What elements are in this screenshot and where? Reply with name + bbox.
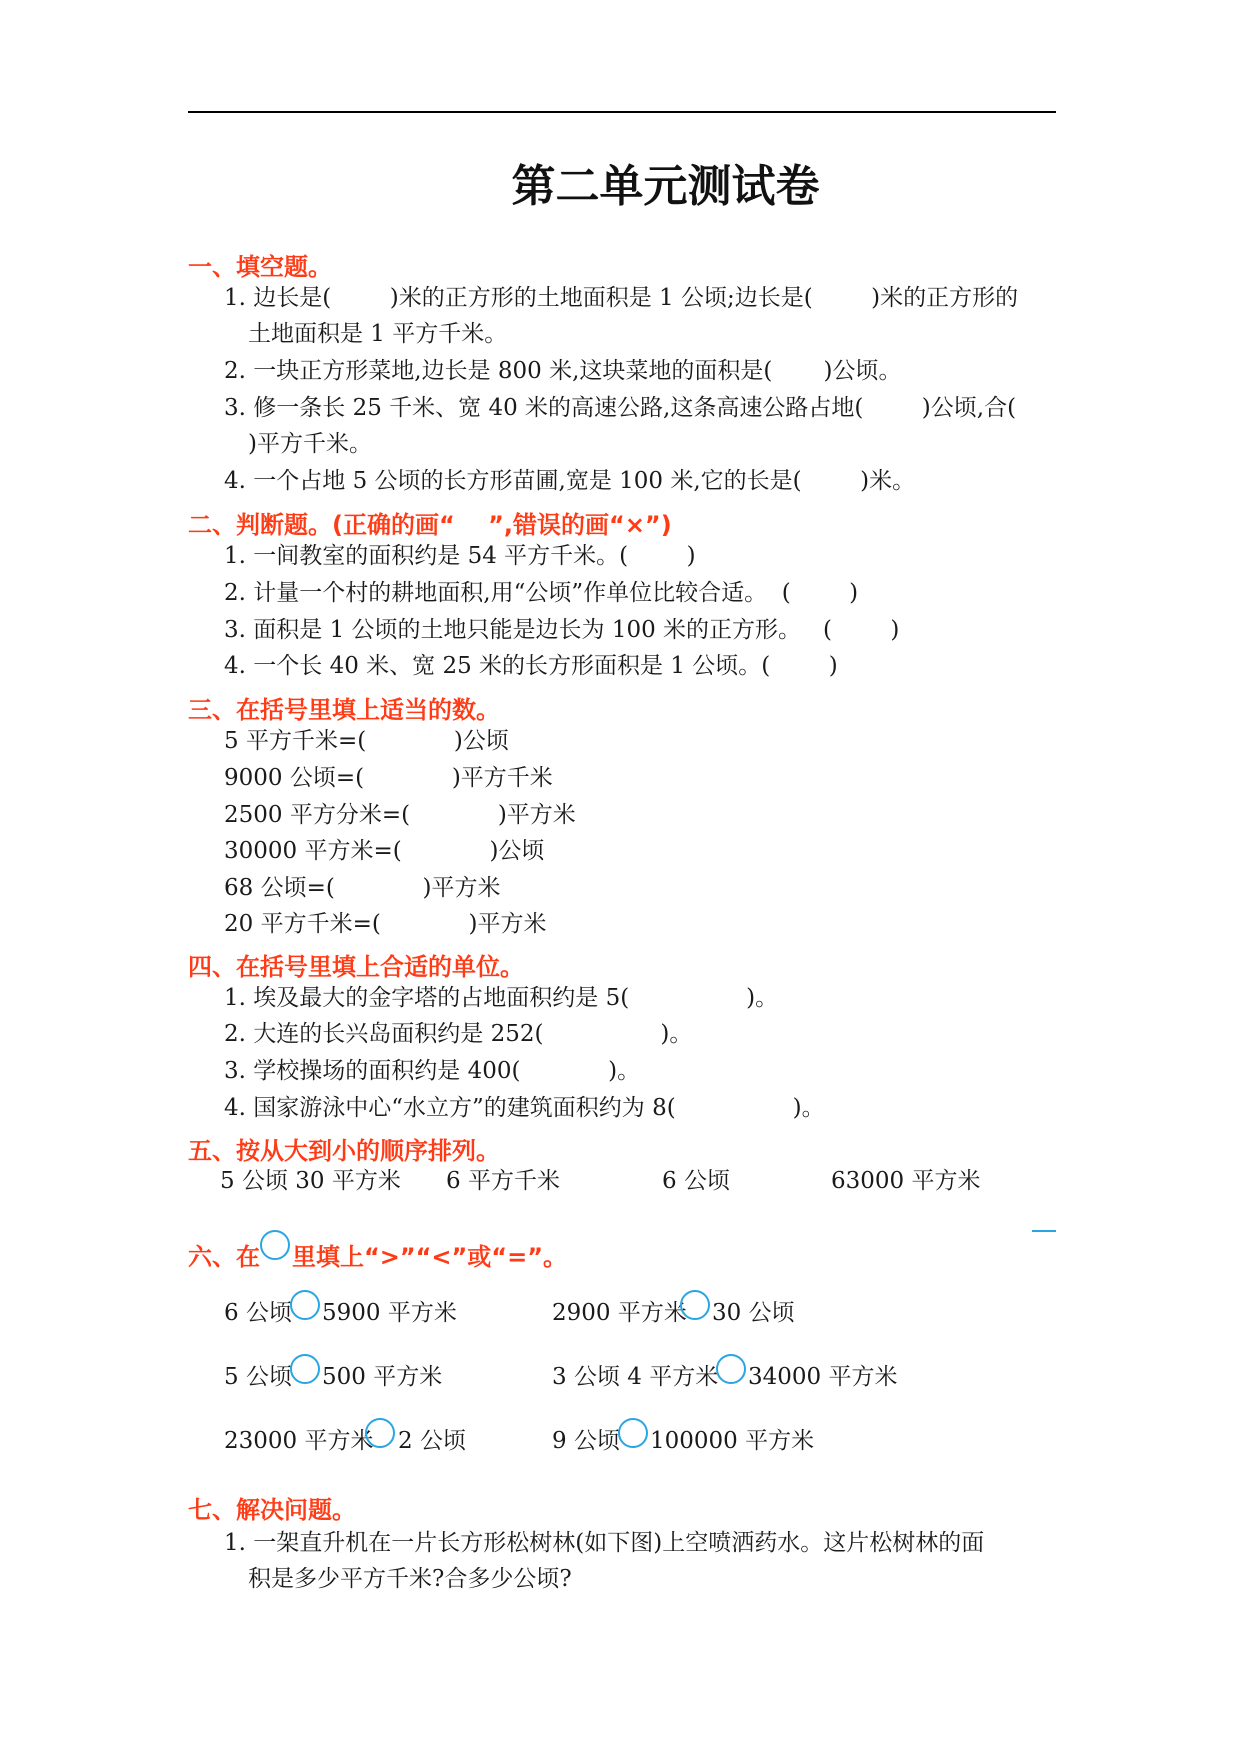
conversion-item: 20 平方千米=( )平方米 bbox=[224, 911, 547, 937]
question-text: )平方千米。 bbox=[248, 431, 372, 457]
question-text: 1. 边长是( )米的正方形的土地面积是 1 公顷;边长是( )米的正方形的 bbox=[224, 285, 1019, 311]
question-text: 4. 一个长 40 米、宽 25 米的长方形面积是 1 公顷。( ) bbox=[224, 653, 838, 679]
question-text: 1. 一间教室的面积约是 54 平方千米。( ) bbox=[224, 543, 696, 569]
compare-circle[interactable] bbox=[680, 1290, 710, 1320]
compare-right: 2 公顷 bbox=[398, 1428, 466, 1454]
decorative-dash bbox=[1032, 1230, 1056, 1232]
section-heading-fill-number: 三、在括号里填上适当的数。 bbox=[188, 696, 500, 724]
page-title: 第二单元测试卷 bbox=[511, 161, 820, 212]
compare-circle[interactable] bbox=[618, 1418, 648, 1448]
conversion-item: 5 平方千米=( )公顷 bbox=[224, 728, 509, 754]
question-text: 1. 埃及最大的金字塔的占地面积约是 5( )。 bbox=[224, 985, 779, 1011]
section-heading-true-false: 二、判断题。(正确的画“ ”,错误的画“×”) bbox=[188, 511, 672, 539]
question-text: 1. 一架直升机在一片长方形松树林(如下图)上空喷洒药水。这片松树林的面 bbox=[224, 1530, 985, 1556]
compare-left: 2900 平方米 bbox=[552, 1300, 687, 1326]
question-text: 3. 修一条长 25 千米、宽 40 米的高速公路,这条高速公路占地( )公顷,合( bbox=[224, 395, 1017, 421]
compare-right: 500 平方米 bbox=[322, 1364, 443, 1390]
question-text: 3. 学校操场的面积约是 400( )。 bbox=[224, 1058, 641, 1084]
question-text: 2. 大连的长兴岛面积约是 252( )。 bbox=[224, 1021, 693, 1047]
compare-circle[interactable] bbox=[290, 1290, 320, 1320]
section-heading-order: 五、按从大到小的顺序排列。 bbox=[188, 1137, 500, 1165]
compare-left: 23000 平方米 bbox=[224, 1428, 374, 1454]
conversion-item: 9000 公顷=( )平方千米 bbox=[224, 765, 553, 791]
question-text: 3. 面积是 1 公顷的土地只能是边长为 100 米的正方形。 ( ) bbox=[224, 617, 900, 643]
compare-right: 5900 平方米 bbox=[322, 1300, 457, 1326]
order-item: 6 平方千米 bbox=[446, 1168, 560, 1194]
top-rule bbox=[188, 111, 1056, 113]
compare-left: 6 公顷 bbox=[224, 1300, 292, 1326]
order-item: 5 公顷 30 平方米 bbox=[220, 1168, 401, 1194]
compare-circle[interactable] bbox=[716, 1354, 746, 1384]
section-heading-fill-blank: 一、填空题。 bbox=[188, 253, 332, 281]
question-text: 2. 一块正方形菜地,边长是 800 米,这块菜地的面积是( )公顷。 bbox=[224, 358, 902, 384]
question-text: 2. 计量一个村的耕地面积,用“公顷”作单位比较合适。 ( ) bbox=[224, 580, 859, 606]
circle-icon bbox=[260, 1230, 290, 1260]
compare-right: 30 公顷 bbox=[712, 1300, 795, 1326]
question-text: 积是多少平方千米?合多少公顷? bbox=[248, 1566, 572, 1592]
question-text: 土地面积是 1 平方千米。 bbox=[248, 321, 508, 347]
conversion-item: 2500 平方分米=( )平方米 bbox=[224, 802, 576, 828]
question-text: 4. 国家游泳中心“水立方”的建筑面积约为 8( )。 bbox=[224, 1095, 825, 1121]
section-heading-compare-a: 六、在 bbox=[188, 1243, 260, 1271]
question-text: 4. 一个占地 5 公顷的长方形苗圃,宽是 100 米,它的长是( )米。 bbox=[224, 468, 916, 494]
order-item: 63000 平方米 bbox=[831, 1168, 981, 1194]
conversion-item: 30000 平方米=( )公顷 bbox=[224, 838, 545, 864]
compare-right: 100000 平方米 bbox=[650, 1428, 815, 1454]
section-heading-solve: 七、解决问题。 bbox=[188, 1496, 356, 1524]
section-heading-compare-b: 里填上“>”“<”或“=”。 bbox=[292, 1243, 567, 1271]
order-item: 6 公顷 bbox=[662, 1168, 730, 1194]
conversion-item: 68 公顷=( )平方米 bbox=[224, 875, 501, 901]
compare-left: 5 公顷 bbox=[224, 1364, 292, 1390]
compare-right: 34000 平方米 bbox=[748, 1364, 898, 1390]
compare-left: 3 公顷 4 平方米 bbox=[552, 1364, 719, 1390]
section-heading-fill-unit: 四、在括号里填上合适的单位。 bbox=[188, 953, 524, 981]
compare-circle[interactable] bbox=[365, 1418, 395, 1448]
compare-left: 9 公顷 bbox=[552, 1428, 620, 1454]
compare-circle[interactable] bbox=[290, 1354, 320, 1384]
